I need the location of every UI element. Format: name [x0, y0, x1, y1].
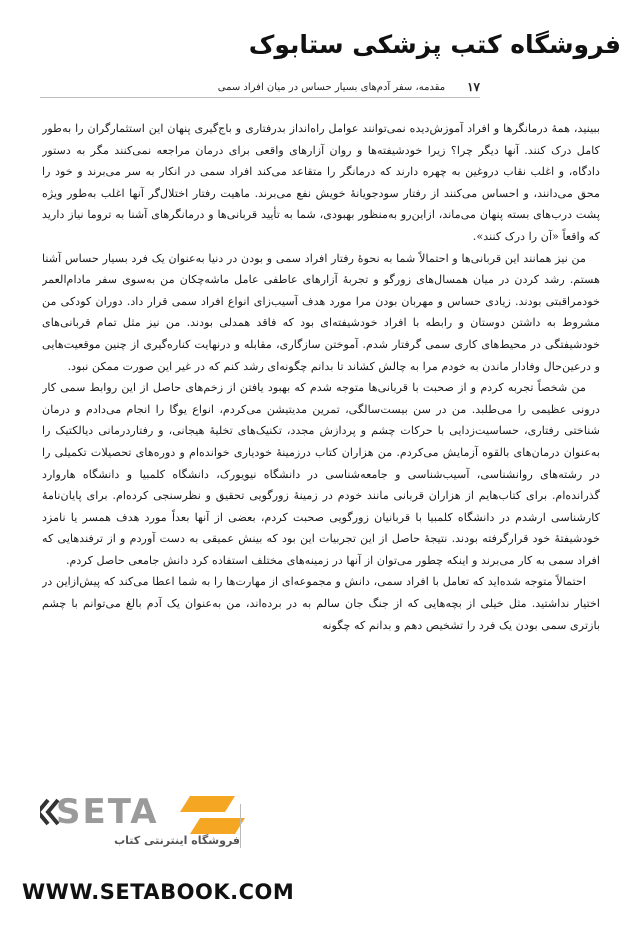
logo-divider	[240, 804, 241, 848]
paragraph-1: ببینید، همهٔ درمانگرها و افراد آموزش‌دیده نمی‌توانند عوامل راه‌انداز بدرفتاری و باج‌گیری پنهان این استثمارگران را به‌طور کامل درک کنند. آنها دیگر چرا؟ زیرا خودشیفته‌ها و روان آزارهای واقعی برای درمان مراجعه نمی‌کنند مگر به دستور دادگاه، و اغلب نقاب دروغین به چهره دارند که درمانگر را متقاعد می‌کند افراد سمی در انکار به سر می‌برند و خود را محق می‌دانند، و احساس می‌کنند از رفتار سودجویانهٔ خویش نفع می‌برند. ماهیت رفتار اختلال‌گر آنها اغلب به‌طور ویژه پشت درب‌های بسته پنهان می‌ماند، ازاین‌رو به‌منظور بهبودی، شما به تأیید قربانی‌ها و درمانگرهای آشنا به تروما نیاز دارید که واقعاً «آن را درک کنند».	[42, 122, 600, 243]
paragraph-2: من نیز همانند این قربانی‌ها و احتمالاً شما به نحوهٔ رفتار افراد سمی و بودن در دنیا به‌عنوان یک فرد بسیار حساس آشنا هستم. رشد کردن در میان همسال‌های زورگو و تجربهٔ آزارهای عاطفی عامل ماشه‌چکان من به‌سوی سفر مادام‌العمر خودمراقبتی بودند. زیادی حساس و مهربان بودن مرا مورد هدف آسیب‌زای انواع افراد سمی قرار داد. دوران کودکی من مشروط به داشتن دوستان و رابطه با افراد خودشیفته‌ای بود که فاقد همدلی بودند. من نیز مثل تمام قربانی‌های خودشیفتگی در محیط‌های کاری سمی گرفتار شدم. آموختن سازگاری، مقابله و درنهایت کناره‌گیری از چنین موقعیت‌هایی و درعین‌حال وفادار ماندن به خودم مرا به چالش کشاند تا بدانم چگونه‌ای رشد کنم که در غیر این صورت ممکن نبود.	[42, 251, 600, 373]
setabook-logo	[40, 790, 310, 870]
paragraph-3: من شخصاً تجربه کردم و از صحبت با قربانی‌ها متوجه شدم که بهبود یافتن از زخم‌های حاصل از این روابط سمی کار درونی عظیمی را می‌طلبد. من در سن بیست‌سالگی، تمرین مدیتیشن می‌کردم، انواع یوگا را انجام می‌دادم و درمان شناختی رفتاری، حساسیت‌زدایی با حرکات چشم و پردازش مجدد، تکنیک‌های تخلیهٔ هیجانی، و رفتاردرمانی دیالکتیک را به‌عنوان درمان‌های بالقوه آزمایش می‌کردم. من هزاران کتاب درزمینهٔ خودیاری خوانده‌ام و دوره‌های تحصیلات تکمیلی را در رشته‌های روانشناسی، آسیب‌شناسی و جامعه‌شناسی در دانشگاه نیویورک، دانشگاه کلمبیا و دانشگاه هاروارد گذرانده‌ام. برای کتاب‌هایم از هزاران قربانی مانند خودم در زمینهٔ زورگویی تحقیق و نظرسنجی کرده‌ام. برای پایان‌نامهٔ کارشناسی ارشدم در دانشگاه کلمبیا با قربانیان زورگویی صحبت کردم، بعضی از آنها بعداً مورد هدف همسر یا نامزد خودشیفتهٔ خود قرارگرفته بودند. نتیجهٔ حاصل از این تجربیات این بود که بینش عمیقی به دست آوردم و از ترفندهایی که افراد سمی به کار می‌برند و اینکه چطور می‌توان از آنها در زمینه‌های مختلف استفاده کرد دانش جامعی حاصل کردم.	[42, 381, 600, 567]
page-number: ۱۷	[467, 80, 480, 94]
logo-wordmark: SETA	[56, 792, 159, 832]
watermark-banner: فروشگاه کتب پزشکی ستابوک	[248, 30, 621, 59]
section-title: مقدمه، سفر آدم‌های بسیار حساس در میان افراد سمی	[217, 81, 446, 93]
running-head	[40, 80, 480, 98]
logo-tagline: فروشگاه اینترنتی کتاب	[114, 834, 240, 847]
paragraph-4: احتمالاً متوجه شده‌اید که تعامل با افراد سمی، دانش و مجموعه‌ای از مهارت‌ها را به شما اعطا می‌کند که پیش‌ازاین در اختیار نداشتید. مثل خیلی از بچه‌هایی که از جنگ جان سالم به در برده‌اند، من به‌عنوان یک آدم بالغ می‌توانم با چشم بازتری سمی بودن یک فرد را تشخیص دهم و بدانم که چگونه	[42, 575, 600, 632]
site-url: WWW.SETABOOK.COM	[22, 880, 295, 904]
page-body	[42, 118, 600, 798]
